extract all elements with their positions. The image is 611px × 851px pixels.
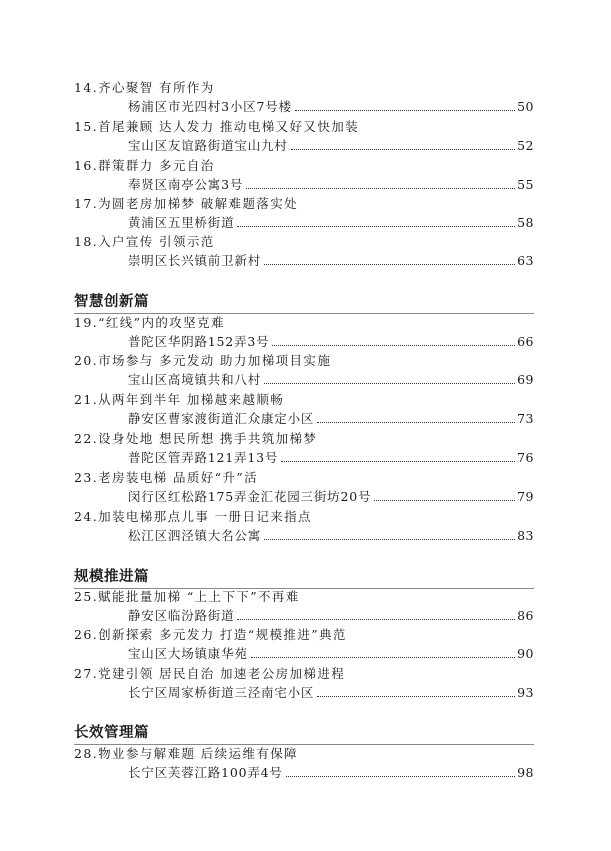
entry-location: 普陀区管弄路121弄13号 (128, 450, 279, 465)
entry-line (128, 685, 534, 701)
entry-page-number: 86 (517, 608, 534, 623)
entry-location: 静安区临汾路街道 (128, 608, 235, 623)
entry-page-number: 58 (517, 215, 534, 230)
entry-title: 18.入户宣传 引领示范 (74, 234, 215, 249)
dot-leader (251, 657, 515, 658)
entry-line (128, 372, 534, 388)
entry-line (128, 608, 534, 624)
dot-leader (291, 149, 515, 150)
entry-title: 17.为圆老房加梯梦 破解难题落实处 (74, 196, 299, 211)
entry-title: 24.加装电梯那点儿事 一册日记来指点 (74, 509, 312, 524)
entry-page-number: 76 (517, 450, 534, 465)
dot-leader (286, 776, 515, 777)
entry-location: 闵行区红松路175弄金汇花园三街坊20号 (128, 489, 372, 504)
dot-leader (317, 422, 515, 423)
entry-title: 25.赋能批量加梯 “上上下下”不再难 (74, 589, 300, 604)
entry-location: 松江区泗泾镇大名公寓 (128, 528, 262, 543)
entry-line (128, 215, 534, 231)
entry-title: 14.齐心聚智 有所作为 (74, 80, 215, 95)
entry-location: 长宁区周家桥街道三泾南宅小区 (128, 685, 315, 700)
dot-leader (272, 345, 515, 346)
section-heading: 规模推进篇 (74, 569, 149, 585)
dot-leader (264, 539, 515, 540)
entry-title: 22.设身处地 想民所想 携手共筑加梯梦 (74, 431, 318, 446)
dot-leader (264, 383, 515, 384)
entry-line (128, 177, 534, 193)
entry-title: 20.市场参与 多元发动 助力加梯项目实施 (74, 353, 332, 368)
entry-location: 宝山区高境镇共和八村 (128, 372, 262, 387)
entry-location: 奉贤区南亭公寓3号 (128, 177, 244, 192)
entry-line (128, 765, 534, 781)
entry-page-number: 69 (517, 372, 534, 387)
entry-title: 28.物业参与解难题 后续运维有保障 (74, 746, 299, 761)
entry-page-number: 98 (517, 765, 534, 780)
entry-title: 26.创新探索 多元发力 打造“规模推进”典范 (74, 627, 347, 642)
entry-title: 21.从两年到半年 加梯越来越顺畅 (74, 392, 285, 407)
entry-title: 23.老房装电梯 品质好“升”活 (74, 470, 259, 485)
section-heading: 长效管理篇 (74, 725, 149, 741)
entry-page-number: 55 (517, 177, 534, 192)
entry-location: 崇明区长兴镇前卫新村 (128, 253, 262, 268)
entry-title: 19.“红线”内的攻坚克难 (74, 315, 225, 330)
dot-leader (281, 461, 515, 462)
dot-leader (374, 500, 515, 501)
dot-leader (237, 226, 515, 227)
entry-title: 27.党建引领 居民自治 加速老公房加梯进程 (74, 666, 346, 681)
entry-page-number: 79 (517, 489, 534, 504)
dot-leader (317, 696, 515, 697)
dot-leader (237, 619, 515, 620)
dot-leader (295, 110, 515, 111)
entry-line (128, 646, 534, 662)
dot-leader (264, 264, 515, 265)
entry-line (128, 489, 534, 505)
entry-line (128, 450, 534, 466)
entry-line (128, 411, 534, 427)
section-rule (74, 744, 534, 745)
entry-line (128, 528, 534, 544)
entry-location: 静安区曹家渡街道汇众康定小区 (128, 411, 315, 426)
entry-line (128, 138, 534, 154)
entry-page-number: 63 (517, 253, 534, 268)
entry-title: 16.群策群力 多元自治 (74, 158, 215, 173)
section-rule (74, 313, 534, 314)
entry-page-number: 93 (517, 685, 534, 700)
entry-page-number: 50 (517, 99, 534, 114)
entry-line (128, 253, 534, 269)
entry-page-number: 52 (517, 138, 534, 153)
entry-page-number: 66 (517, 334, 534, 349)
dot-leader (246, 188, 515, 189)
entry-location: 宝山区友谊路街道宝山九村 (128, 138, 288, 153)
entry-location: 黄浦区五里桥街道 (128, 215, 235, 230)
entry-line (128, 334, 534, 350)
entry-page-number: 90 (517, 646, 534, 661)
entry-location: 宝山区大场镇康华苑 (128, 646, 248, 661)
entry-title: 15.首尾兼顾 达人发力 推动电梯又好又快加装 (74, 119, 360, 134)
entry-location: 杨浦区市光四村3小区7号楼 (128, 99, 292, 114)
entry-location: 普陀区华阴路152弄3号 (128, 334, 270, 349)
section-heading: 智慧创新篇 (74, 294, 149, 310)
entry-page-number: 83 (517, 528, 534, 543)
entry-line (128, 99, 534, 115)
entry-location: 长宁区芙蓉江路100弄4号 (128, 765, 283, 780)
entry-page-number: 73 (517, 411, 534, 426)
